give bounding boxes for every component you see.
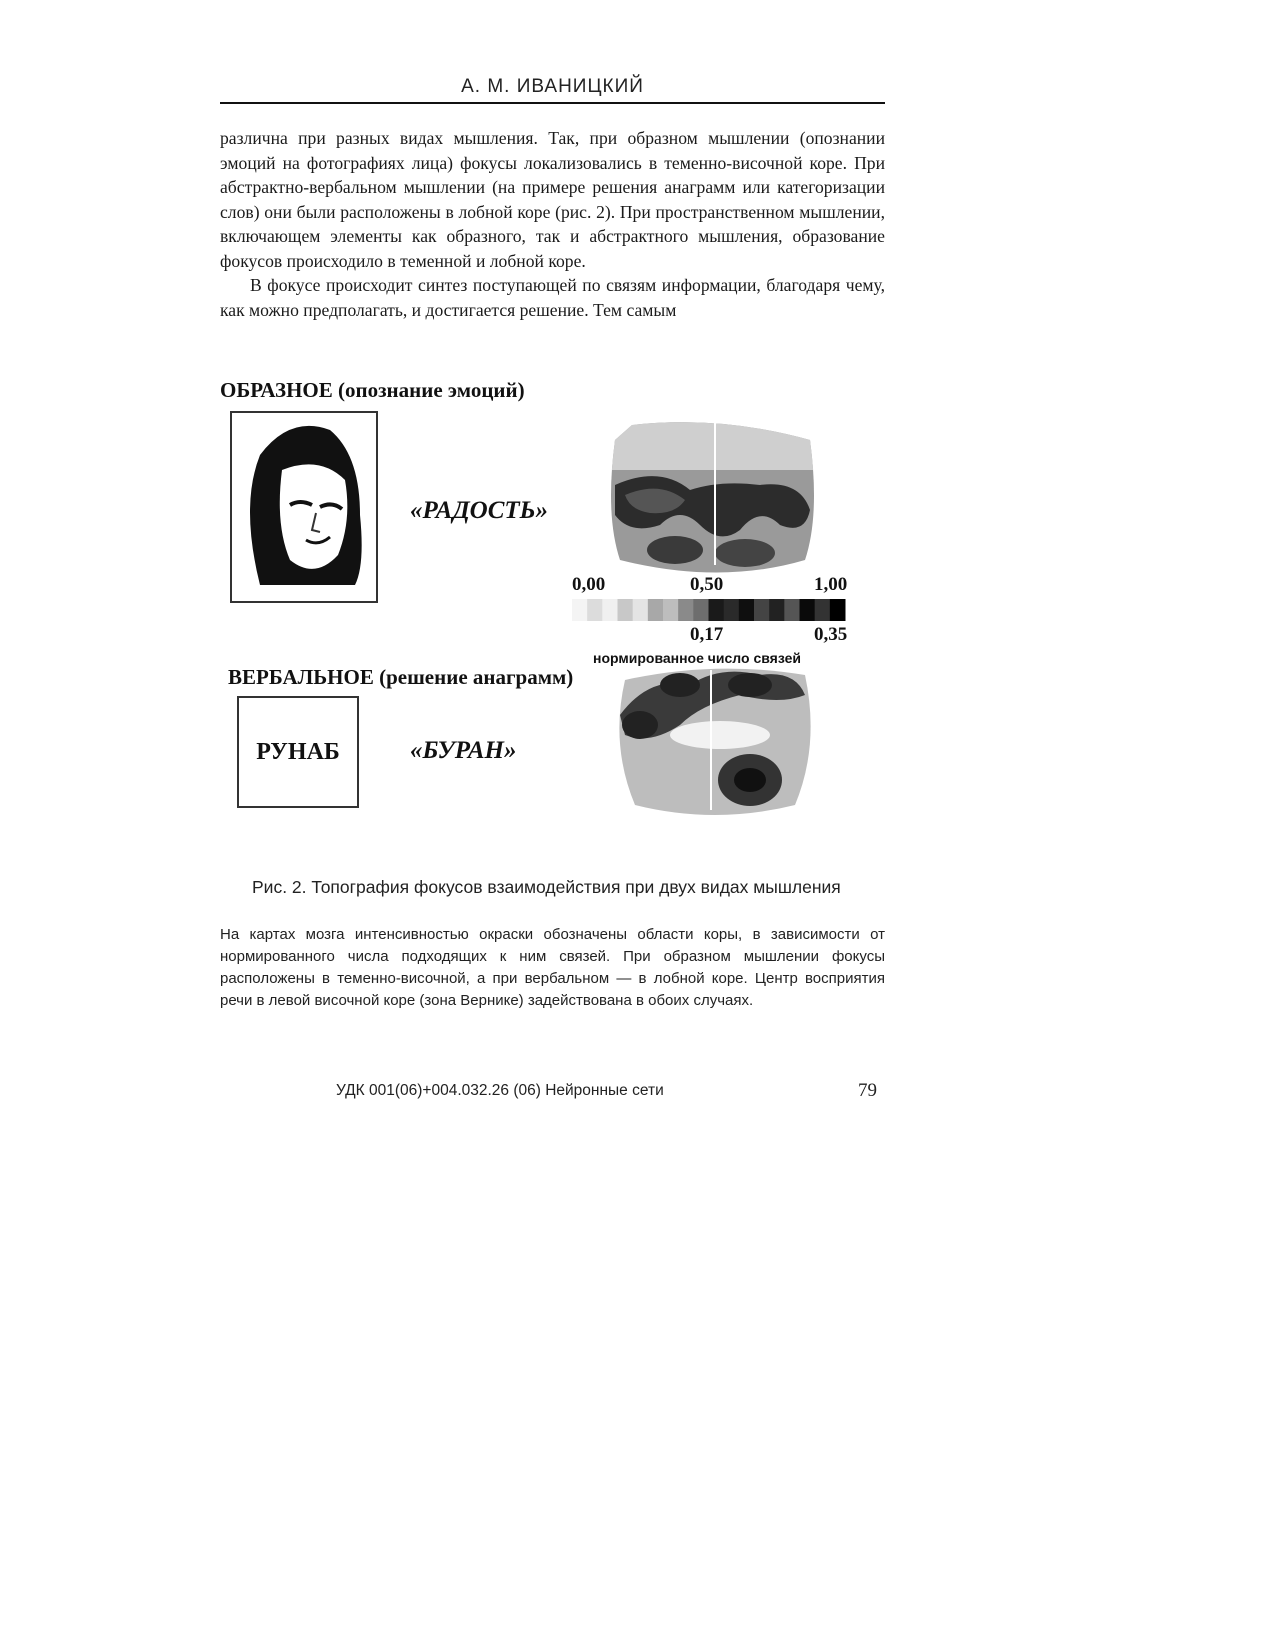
scale-swatch — [648, 599, 664, 621]
scale-tick-0: 0,00 — [572, 574, 606, 595]
scale-swatch — [663, 599, 679, 621]
page-number: 79 — [858, 1080, 877, 1101]
scale-swatch — [572, 599, 588, 621]
face-photo — [250, 426, 362, 585]
scale-swatch — [724, 599, 740, 621]
paragraph-1: различна при разных видах мышления. Так, при образном мышлении (опознании эмоций на фотографиях лица) фокусы локализовались в теменно-височной коре. При абстрактно-вербальном мышлении (на примере решения анаграмм или категоризации слов) они были расположены в лобной коре (рис. 2). При пространственном мышлении, включающем элементы как образного, так и абстрактного мышления, образование фокусов происходило в теменной и лобной коре. — [220, 128, 885, 271]
running-head: А. М. ИВАНИЦКИЙ — [461, 76, 644, 97]
scale-swatch — [739, 599, 755, 621]
color-scale-bar — [572, 599, 846, 621]
scale-swatch — [754, 599, 770, 621]
caption-title: Рис. 2. Топография фокусов взаимодействия при двух видах мышления — [252, 877, 841, 897]
scale-swatch — [815, 599, 831, 621]
figure-2 — [220, 378, 885, 855]
scale-swatch — [769, 599, 785, 621]
section1-title: ОБРАЗНОЕ (опознание эмоций) — [220, 378, 525, 402]
body-text — [220, 126, 885, 322]
scale-swatch — [587, 599, 603, 621]
caption-text: На картах мозга интенсивностью окраски обозначены области коры, в зависимости от нормированного числа подходящих к ним связей. При образном мышлении фокусы расположены в теменно-височной, а при вербальном — в лобной коре. Центр восприятия речи в левой височной коре (зона Вернике) задействована в обоих случаях. — [220, 926, 885, 1009]
scale-swatch — [678, 599, 694, 621]
scale-swatch — [633, 599, 649, 621]
paragraph-2: В фокусе происходит синтез поступающей по связям информации, благодаря чему, как можно предполагать, и достигается решение. Тем самым — [220, 275, 885, 320]
scale-swatch — [709, 599, 725, 621]
scale-swatch — [602, 599, 618, 621]
scale-tick-bottom-1: 0,35 — [814, 624, 848, 645]
scale-swatch — [830, 599, 846, 621]
header-rule — [220, 102, 885, 104]
scale-swatch — [693, 599, 709, 621]
scale-swatch — [784, 599, 800, 621]
brain-map-anagrams — [610, 655, 830, 825]
scale-swatch — [800, 599, 816, 621]
section1-word: «РАДОСТЬ» — [410, 497, 549, 524]
scale-tick-2: 1,00 — [814, 574, 848, 595]
figure-graphics — [220, 385, 885, 855]
scale-swatch — [618, 599, 634, 621]
anagram-word: РУНАБ — [256, 739, 340, 765]
footer-udk: УДК 001(06)+004.032.26 (06) Нейронные сети — [336, 1082, 664, 1099]
scale-tick-1: 0,50 — [690, 574, 724, 595]
scale-label: нормированное число связей — [593, 650, 802, 666]
scale-tick-bottom-0: 0,17 — [690, 624, 724, 645]
section2-title: ВЕРБАЛЬНОЕ (решение анаграмм) — [228, 665, 574, 689]
section2-word: «БУРАН» — [410, 737, 517, 764]
